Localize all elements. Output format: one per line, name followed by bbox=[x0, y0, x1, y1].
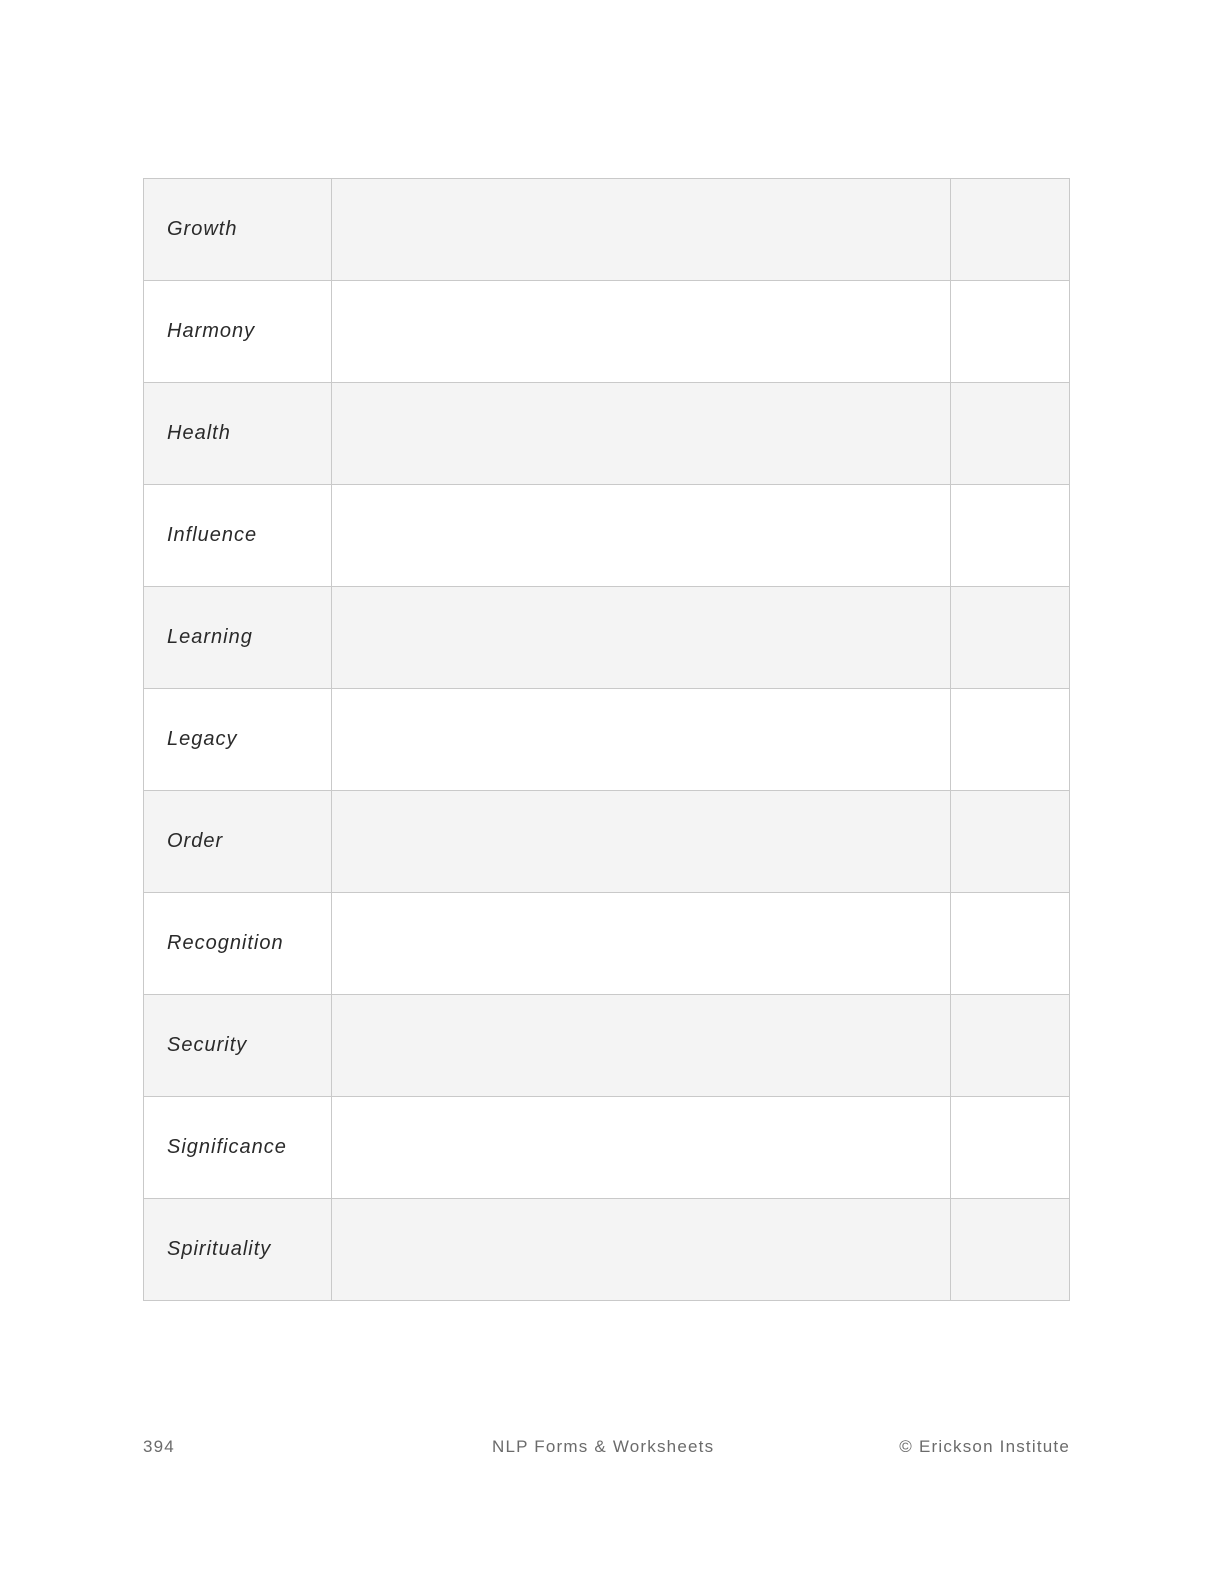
description-cell[interactable] bbox=[331, 281, 950, 383]
value-label: Health bbox=[167, 422, 231, 444]
value-label-cell bbox=[144, 383, 332, 485]
rating-cell[interactable] bbox=[950, 689, 1069, 791]
table-row bbox=[144, 1199, 1070, 1301]
page-number: 394 bbox=[143, 1437, 175, 1456]
value-label-cell bbox=[144, 1199, 332, 1301]
value-label: Learning bbox=[167, 626, 253, 648]
table-row bbox=[144, 995, 1070, 1097]
description-cell[interactable] bbox=[331, 1199, 950, 1301]
book-title: NLP Forms & Worksheets bbox=[492, 1437, 715, 1456]
page-footer bbox=[143, 1437, 1070, 1461]
table-row bbox=[144, 281, 1070, 383]
copyright-notice: © Erickson Institute bbox=[899, 1437, 1070, 1456]
table-row bbox=[144, 1097, 1070, 1199]
description-cell[interactable] bbox=[331, 995, 950, 1097]
description-cell[interactable] bbox=[331, 179, 950, 281]
table-row bbox=[144, 179, 1070, 281]
rating-cell[interactable] bbox=[950, 1199, 1069, 1301]
value-label-cell bbox=[144, 281, 332, 383]
description-cell[interactable] bbox=[331, 485, 950, 587]
rating-cell[interactable] bbox=[950, 791, 1069, 893]
table-row bbox=[144, 587, 1070, 689]
value-label-cell bbox=[144, 791, 332, 893]
table-row bbox=[144, 485, 1070, 587]
rating-cell[interactable] bbox=[950, 893, 1069, 995]
value-label: Influence bbox=[167, 524, 258, 546]
values-worksheet-table bbox=[143, 178, 1070, 1301]
value-label: Spirituality bbox=[167, 1238, 272, 1260]
value-label-cell bbox=[144, 587, 332, 689]
value-label: Security bbox=[167, 1034, 248, 1056]
value-label-cell bbox=[144, 893, 332, 995]
description-cell[interactable] bbox=[331, 587, 950, 689]
rating-cell[interactable] bbox=[950, 281, 1069, 383]
value-label-cell bbox=[144, 485, 332, 587]
table-row bbox=[144, 383, 1070, 485]
description-cell[interactable] bbox=[331, 791, 950, 893]
rating-cell[interactable] bbox=[950, 995, 1069, 1097]
value-label: Legacy bbox=[167, 728, 238, 750]
description-cell[interactable] bbox=[331, 689, 950, 791]
rating-cell[interactable] bbox=[950, 179, 1069, 281]
rating-cell[interactable] bbox=[950, 383, 1069, 485]
table-row bbox=[144, 791, 1070, 893]
table-row bbox=[144, 893, 1070, 995]
value-label-cell bbox=[144, 995, 332, 1097]
value-label: Growth bbox=[167, 218, 238, 240]
description-cell[interactable] bbox=[331, 893, 950, 995]
value-label-cell bbox=[144, 689, 332, 791]
value-label-cell bbox=[144, 179, 332, 281]
value-label: Recognition bbox=[167, 932, 284, 954]
rating-cell[interactable] bbox=[950, 1097, 1069, 1199]
value-label: Order bbox=[167, 830, 224, 852]
value-label: Significance bbox=[167, 1136, 287, 1158]
description-cell[interactable] bbox=[331, 383, 950, 485]
rating-cell[interactable] bbox=[950, 587, 1069, 689]
table-row bbox=[144, 689, 1070, 791]
rating-cell[interactable] bbox=[950, 485, 1069, 587]
value-label-cell bbox=[144, 1097, 332, 1199]
value-label: Harmony bbox=[167, 320, 256, 342]
description-cell[interactable] bbox=[331, 1097, 950, 1199]
